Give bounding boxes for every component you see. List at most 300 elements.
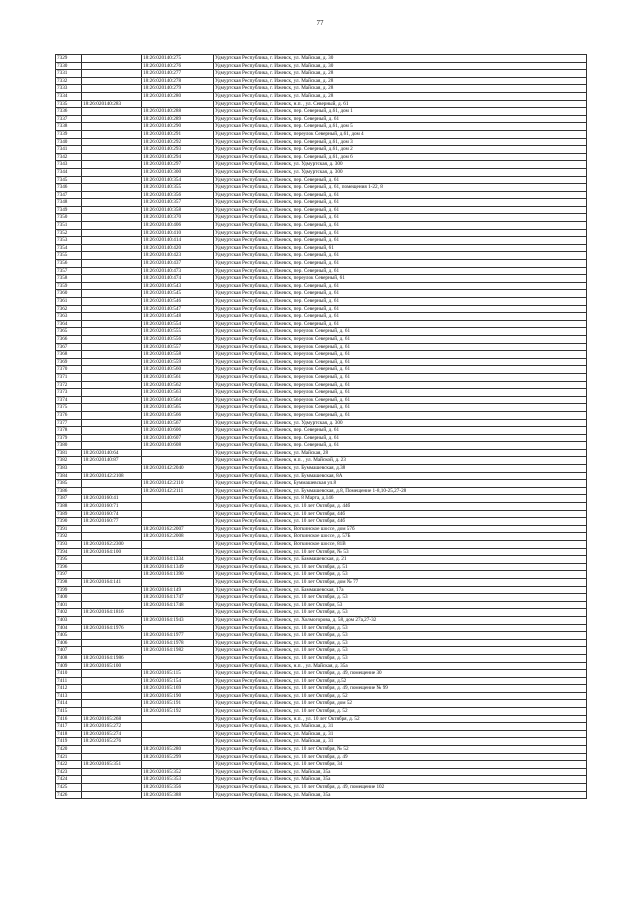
land-cadastral-number-cell — [82, 214, 142, 222]
table-row — [56, 389, 587, 397]
land-cadastral-number-cell — [82, 229, 142, 237]
table-row — [56, 632, 587, 640]
land-cadastral-number-cell: 18:26:020164:141 — [82, 578, 142, 586]
land-cadastral-number-cell — [82, 784, 142, 792]
table-row — [56, 191, 587, 199]
object-cadastral-number-cell — [142, 548, 214, 556]
address-cell: Удмуртская Республика, г. Ижевск, переулок Северный, д. 61 — [214, 404, 587, 412]
land-cadastral-number-cell: 18:26:020140:283 — [82, 100, 142, 108]
land-cadastral-number-cell — [82, 601, 142, 609]
object-cadastral-number-cell: 18:26:020140:562 — [142, 381, 214, 389]
object-cadastral-number-cell — [142, 730, 214, 738]
object-cadastral-number-cell: 18:26:020164:1748 — [142, 601, 214, 609]
land-cadastral-number-cell — [82, 206, 142, 214]
row-number-cell: 7356 — [56, 260, 82, 268]
table-row — [56, 328, 587, 336]
address-cell: Удмуртская Республика, г. Ижевск, ул. Майская, д. 30 — [214, 62, 587, 70]
object-cadastral-number-cell: 18:26:020164:1747 — [142, 594, 214, 602]
address-cell: Удмуртская Республика, г. Ижевск, ул. 10 лет Октября, д. 49, помещение № 99 — [214, 685, 587, 693]
object-cadastral-number-cell: 18:26:020140:606 — [142, 427, 214, 435]
address-cell: Удмуртская Республика, г. Ижевск, пер. Северный, д.61, дом 3 — [214, 138, 587, 146]
land-cadastral-number-cell — [82, 168, 142, 176]
address-cell: Удмуртская Республика, г. Ижевск, пер. Северный, д. 61 — [214, 115, 587, 123]
table-row — [56, 761, 587, 769]
row-number-cell: 7390 — [56, 518, 82, 526]
row-number-cell: 7366 — [56, 335, 82, 343]
land-cadastral-number-cell — [82, 290, 142, 298]
row-number-cell: 7403 — [56, 616, 82, 624]
table-row — [56, 138, 587, 146]
land-cadastral-number-cell — [82, 267, 142, 275]
object-cadastral-number-cell: 18:26:020142:2040 — [142, 465, 214, 473]
land-cadastral-number-cell — [82, 776, 142, 784]
row-number-cell: 7422 — [56, 761, 82, 769]
row-number-cell: 7331 — [56, 70, 82, 78]
object-cadastral-number-cell: 18:26:020140:355 — [142, 184, 214, 192]
table-row — [56, 237, 587, 245]
object-cadastral-number-cell: 18:26:020164:1943 — [142, 616, 214, 624]
object-cadastral-number-cell: 18:26:020140:547 — [142, 305, 214, 313]
address-cell: Удмуртская Республика, г. Ижевск, пер. Северный, д. 61 — [214, 313, 587, 321]
object-cadastral-number-cell — [142, 578, 214, 586]
address-cell: Удмуртская Республика, г. Ижевск, н.п. , ул. Майская, д. 35а — [214, 662, 587, 670]
address-cell: Удмуртская Республика, г. Ижевск, ул. Удмуртская, д. 300 — [214, 168, 587, 176]
land-cadastral-number-cell — [82, 237, 142, 245]
land-cadastral-number-cell: 18:26:020165:274 — [82, 730, 142, 738]
row-number-cell: 7358 — [56, 275, 82, 283]
land-cadastral-number-cell — [82, 692, 142, 700]
row-number-cell: 7376 — [56, 411, 82, 419]
land-cadastral-number-cell — [82, 647, 142, 655]
row-number-cell: 7421 — [56, 753, 82, 761]
object-cadastral-number-cell: 18:26:020140:289 — [142, 115, 214, 123]
row-number-cell: 7382 — [56, 457, 82, 465]
table-row — [56, 601, 587, 609]
row-number-cell: 7334 — [56, 92, 82, 100]
land-cadastral-number-cell — [82, 244, 142, 252]
object-cadastral-number-cell: 18:26:020164:1978 — [142, 639, 214, 647]
row-number-cell: 7415 — [56, 708, 82, 716]
object-cadastral-number-cell: 18:26:020165:352 — [142, 768, 214, 776]
object-cadastral-number-cell: 18:26:020140:558 — [142, 351, 214, 359]
land-cadastral-number-cell: 18:26:020160:41 — [82, 495, 142, 503]
land-cadastral-number-cell — [82, 343, 142, 351]
address-cell: Удмуртская Республика, г. Ижевск, ул. 8 Марта, д.146 — [214, 495, 587, 503]
object-cadastral-number-cell: 18:26:020140:280 — [142, 92, 214, 100]
object-cadastral-number-cell: 18:26:020164:149 — [142, 586, 214, 594]
land-cadastral-number-cell: 18:26:020165:272 — [82, 723, 142, 731]
row-number-cell: 7371 — [56, 373, 82, 381]
address-cell: Удмуртская Республика, г. Ижевск, пер. Северный, д. 61 — [214, 267, 587, 275]
object-cadastral-number-cell: 18:26:020140:356 — [142, 191, 214, 199]
table-row — [56, 222, 587, 230]
row-number-cell: 7398 — [56, 578, 82, 586]
row-number-cell: 7410 — [56, 670, 82, 678]
table-row — [56, 571, 587, 579]
object-cadastral-number-cell: 18:26:020140:420 — [142, 244, 214, 252]
land-cadastral-number-cell — [82, 305, 142, 313]
land-cadastral-number-cell — [82, 411, 142, 419]
row-number-cell: 7379 — [56, 434, 82, 442]
row-number-cell: 7402 — [56, 609, 82, 617]
land-cadastral-number-cell — [82, 130, 142, 138]
address-cell: Удмуртская Республика, г. Ижевск, переулок Северный, д. 61 — [214, 343, 587, 351]
address-cell: Удмуртская Республика, г. Ижевск, переулок Северный, д. 61 — [214, 366, 587, 374]
address-cell: Удмуртская Республика, г. Ижевск, переулок Северный, д. 61 — [214, 335, 587, 343]
table-row — [56, 715, 587, 723]
object-cadastral-number-cell — [142, 723, 214, 731]
address-cell: Удмуртская Республика, г. Ижевск, пер. Северный, д. 61 — [214, 290, 587, 298]
table-row — [56, 609, 587, 617]
address-cell: Удмуртская Республика, г. Ижевск, пер. Северный, д. 61, помещения 1-22, 8 — [214, 184, 587, 192]
object-cadastral-number-cell: 18:26:020140:358 — [142, 206, 214, 214]
row-number-cell: 7381 — [56, 449, 82, 457]
land-cadastral-number-cell — [82, 396, 142, 404]
table-row — [56, 457, 587, 465]
address-cell: Удмуртская Республика, г. Ижевск, переулок Северный, д. 61 — [214, 351, 587, 359]
row-number-cell: 7353 — [56, 237, 82, 245]
object-cadastral-number-cell: 18:26:020140:546 — [142, 298, 214, 306]
row-number-cell: 7365 — [56, 328, 82, 336]
address-cell: Удмуртская Республика, г. Ижевск, переулок Северный, 61 — [214, 275, 587, 283]
address-cell: Удмуртская Республика, г. Ижевск, переулок Северный, д. 61 — [214, 358, 587, 366]
address-cell: Удмуртская Республика, г. Ижевск, ул. Холмогорова, д. 58, дом 27а,27-32 — [214, 616, 587, 624]
land-cadastral-number-cell — [82, 85, 142, 93]
address-cell: Удмуртская Республика, г. Ижевск, пер. Северный, д. 61 — [214, 282, 587, 290]
row-number-cell: 7345 — [56, 176, 82, 184]
object-cadastral-number-cell: 18:26:020140:293 — [142, 146, 214, 154]
row-number-cell: 7375 — [56, 404, 82, 412]
address-cell: Удмуртская Республика, г. Ижевск, пер. Северный, д. 61 — [214, 229, 587, 237]
land-cadastral-number-cell: 18:26:020142:2108 — [82, 472, 142, 480]
land-cadastral-number-cell — [82, 153, 142, 161]
row-number-cell: 7351 — [56, 222, 82, 230]
address-cell: Удмуртская Республика, г. Ижевск, ул. Майская, д. 31 — [214, 738, 587, 746]
row-number-cell: 7343 — [56, 161, 82, 169]
land-cadastral-number-cell — [82, 563, 142, 571]
land-cadastral-number-cell — [82, 616, 142, 624]
object-cadastral-number-cell: 18:26:020140:292 — [142, 138, 214, 146]
table-row — [56, 199, 587, 207]
land-cadastral-number-cell — [82, 161, 142, 169]
land-cadastral-number-cell — [82, 199, 142, 207]
address-cell: Удмуртская Республика, г. Ижевск, пер. Северный, д.61, дом 6 — [214, 153, 587, 161]
row-number-cell: 7386 — [56, 487, 82, 495]
object-cadastral-number-cell: 18:26:020140:548 — [142, 313, 214, 321]
row-number-cell: 7348 — [56, 199, 82, 207]
table-row — [56, 776, 587, 784]
object-cadastral-number-cell: 18:26:020140:294 — [142, 153, 214, 161]
land-cadastral-number-cell — [82, 138, 142, 146]
land-cadastral-number-cell: 18:26:020164:1986 — [82, 654, 142, 662]
address-cell: Удмуртская Республика, г. Ижевск, переулок Северный, д. 61 — [214, 373, 587, 381]
address-cell: Удмуртская Республика, г. Ижевск, ул. Майская, д. 28 — [214, 70, 587, 78]
table-row — [56, 442, 587, 450]
address-cell: Удмуртская Республика, г. Ижевск, ул. Буммашевская, д.38 — [214, 465, 587, 473]
row-number-cell: 7332 — [56, 77, 82, 85]
row-number-cell: 7420 — [56, 746, 82, 754]
land-cadastral-number-cell — [82, 298, 142, 306]
address-cell: Удмуртская Республика, г. Ижевск, н.п. , ул. Майской, д. 23 — [214, 457, 587, 465]
land-cadastral-number-cell — [82, 586, 142, 594]
table-row — [56, 639, 587, 647]
row-number-cell: 7414 — [56, 700, 82, 708]
address-cell: Удмуртская Республика, г. Ижевск, пер. Северный, д.61, дом 5 — [214, 123, 587, 131]
row-number-cell: 7413 — [56, 692, 82, 700]
address-cell: Удмуртская Республика, г. Ижевск, переулок Северный, д. 61 — [214, 381, 587, 389]
row-number-cell: 7374 — [56, 396, 82, 404]
row-number-cell: 7330 — [56, 62, 82, 70]
table-row — [56, 55, 587, 63]
row-number-cell: 7339 — [56, 130, 82, 138]
address-cell: Удмуртская Республика, г. Ижевск, Воткинское шоссе, 81В — [214, 541, 587, 549]
object-cadastral-number-cell: 18:26:020140:278 — [142, 77, 214, 85]
object-cadastral-number-cell: 18:26:020165:191 — [142, 700, 214, 708]
row-number-cell: 7363 — [56, 313, 82, 321]
address-cell: Удмуртская Республика, г. Ижевск, пер. Северный, д. 61 — [214, 442, 587, 450]
table-row — [56, 533, 587, 541]
land-cadastral-number-cell: 18:26:020140:87 — [82, 457, 142, 465]
table-row — [56, 161, 587, 169]
land-cadastral-number-cell — [82, 373, 142, 381]
address-cell: Удмуртская Республика, г. Ижевск, ул. 10 лет Октября, д. 53 — [214, 647, 587, 655]
row-number-cell: 7336 — [56, 108, 82, 116]
address-cell: Удмуртская Республика, г. Ижевск, ул. 10 лет Октября, д. 53 — [214, 594, 587, 602]
object-cadastral-number-cell: 18:26:020140:357 — [142, 199, 214, 207]
land-cadastral-number-cell — [82, 320, 142, 328]
object-cadastral-number-cell: 18:26:020164:1977 — [142, 632, 214, 640]
address-cell: Удмуртская Республика, г. Ижевск, пер. Северный, 61 — [214, 244, 587, 252]
land-cadastral-number-cell — [82, 351, 142, 359]
address-cell: Удмуртская Республика, г. Ижевск, пер. Северный, д. 61 — [214, 427, 587, 435]
row-number-cell: 7333 — [56, 85, 82, 93]
object-cadastral-number-cell: 18:26:020165:280 — [142, 746, 214, 754]
land-cadastral-number-cell: 18:26:020164:1976 — [82, 624, 142, 632]
land-cadastral-number-cell — [82, 70, 142, 78]
table-row — [56, 62, 587, 70]
land-cadastral-number-cell — [82, 55, 142, 63]
table-row — [56, 244, 587, 252]
table-row — [56, 662, 587, 670]
row-number-cell: 7337 — [56, 115, 82, 123]
address-cell: Удмуртская Республика, г. Ижевск, переулок Северный, д. 61 — [214, 328, 587, 336]
object-cadastral-number-cell: 18:26:020165:356 — [142, 784, 214, 792]
address-cell: Удмуртская Республика, г. Ижевск, пер. Северный, д. 61 — [214, 305, 587, 313]
table-row — [56, 784, 587, 792]
address-cell: Удмуртская Республика, г. Ижевск, пер. Северный, д. 61 — [214, 298, 587, 306]
land-cadastral-number-cell: 18:26:020162:2300 — [82, 541, 142, 549]
address-cell: Удмуртская Республика, г. Ижевск, Буммашевская ул.8 — [214, 480, 587, 488]
object-cadastral-number-cell: 18:26:020140:291 — [142, 130, 214, 138]
table-row — [56, 541, 587, 549]
land-cadastral-number-cell — [82, 404, 142, 412]
row-number-cell: 7377 — [56, 419, 82, 427]
table-row — [56, 335, 587, 343]
land-cadastral-number-cell — [82, 77, 142, 85]
row-number-cell: 7344 — [56, 168, 82, 176]
object-cadastral-number-cell: 18:26:020140:414 — [142, 237, 214, 245]
row-number-cell: 7354 — [56, 244, 82, 252]
row-number-cell: 7355 — [56, 252, 82, 260]
table-row — [56, 594, 587, 602]
table-row — [56, 290, 587, 298]
object-cadastral-number-cell: 18:26:020140:561 — [142, 373, 214, 381]
address-cell: Удмуртская Республика, г. Ижевск, пер. Северный, д. 61 — [214, 320, 587, 328]
table-row — [56, 176, 587, 184]
row-number-cell: 7340 — [56, 138, 82, 146]
land-cadastral-number-cell: 18:26:020165:276 — [82, 738, 142, 746]
row-number-cell: 7384 — [56, 472, 82, 480]
address-cell: Удмуртская Республика, г. Ижевск, пер. Северный, д.61, дом 2 — [214, 146, 587, 154]
object-cadastral-number-cell: 18:26:020140:543 — [142, 282, 214, 290]
land-cadastral-number-cell — [82, 685, 142, 693]
address-cell: Удмуртская Республика, г. Ижевск, ул. 10 лет Октября, № 53 — [214, 548, 587, 556]
land-cadastral-number-cell — [82, 670, 142, 678]
row-number-cell: 7368 — [56, 351, 82, 359]
row-number-cell: 7378 — [56, 427, 82, 435]
address-cell: Удмуртская Республика, г. Ижевск, ул. Баммашевская, д. 21 — [214, 556, 587, 564]
address-cell: Удмуртская Республика, г. Ижевск, ул. Майская, д. 31 — [214, 723, 587, 731]
object-cadastral-number-cell: 18:26:020140:279 — [142, 85, 214, 93]
object-cadastral-number-cell — [142, 738, 214, 746]
row-number-cell: 7350 — [56, 214, 82, 222]
land-cadastral-number-cell — [82, 571, 142, 579]
land-cadastral-number-cell — [82, 381, 142, 389]
address-cell: Удмуртская Республика, г. Ижевск, ул. 10 лет Октября, д. 53 — [214, 632, 587, 640]
table-row — [56, 791, 587, 799]
table-row — [56, 168, 587, 176]
land-cadastral-number-cell: 18:26:020165:100 — [82, 662, 142, 670]
object-cadastral-number-cell: 18:26:020165:192 — [142, 708, 214, 716]
table-row — [56, 723, 587, 731]
object-cadastral-number-cell: 18:26:020140:288 — [142, 108, 214, 116]
row-number-cell: 7391 — [56, 525, 82, 533]
table-row — [56, 70, 587, 78]
land-cadastral-number-cell — [82, 556, 142, 564]
land-cadastral-number-cell — [82, 700, 142, 708]
table-row — [56, 260, 587, 268]
object-cadastral-number-cell: 18:26:020164:1982 — [142, 647, 214, 655]
table-row — [56, 373, 587, 381]
object-cadastral-number-cell: 18:26:020140:608 — [142, 442, 214, 450]
land-cadastral-number-cell — [82, 746, 142, 754]
object-cadastral-number-cell: 18:26:020140:410 — [142, 229, 214, 237]
land-cadastral-number-cell — [82, 533, 142, 541]
table-row — [56, 510, 587, 518]
object-cadastral-number-cell: 18:26:020162:2008 — [142, 533, 214, 541]
row-number-cell: 7387 — [56, 495, 82, 503]
land-cadastral-number-cell — [82, 419, 142, 427]
object-cadastral-number-cell: 18:26:020140:607 — [142, 434, 214, 442]
address-cell: Удмуртская Республика, г. Ижевск, ул. Майская, д. 28 — [214, 92, 587, 100]
object-cadastral-number-cell: 18:26:020140:555 — [142, 328, 214, 336]
address-cell: Удмуртская Республика, г. Ижевск, ул. Майская, д. 28 — [214, 85, 587, 93]
land-cadastral-number-cell — [82, 108, 142, 116]
table-row — [56, 214, 587, 222]
table-row — [56, 708, 587, 716]
land-cadastral-number-cell — [82, 791, 142, 799]
address-cell: Удмуртская Республика, г. Ижевск, ул. 10 лет Октября, д.52 — [214, 677, 587, 685]
land-cadastral-number-cell — [82, 768, 142, 776]
object-cadastral-number-cell — [142, 472, 214, 480]
table-row — [56, 677, 587, 685]
row-number-cell: 7372 — [56, 381, 82, 389]
row-number-cell: 7405 — [56, 632, 82, 640]
land-cadastral-number-cell — [82, 123, 142, 131]
row-number-cell: 7412 — [56, 685, 82, 693]
table-row — [56, 480, 587, 488]
row-number-cell: 7396 — [56, 563, 82, 571]
row-number-cell: 7383 — [56, 465, 82, 473]
object-cadastral-number-cell: 18:26:020140:290 — [142, 123, 214, 131]
object-cadastral-number-cell: 18:26:020140:437 — [142, 260, 214, 268]
table-row — [56, 313, 587, 321]
table-row — [56, 92, 587, 100]
land-cadastral-number-cell: 18:26:020140:64 — [82, 449, 142, 457]
object-cadastral-number-cell: 18:26:020162:2007 — [142, 525, 214, 533]
table-row — [56, 115, 587, 123]
land-cadastral-number-cell — [82, 176, 142, 184]
page-number: 77 — [316, 19, 324, 27]
row-number-cell: 7400 — [56, 594, 82, 602]
address-cell: Удмуртская Республика, г. Ижевск, пер. Северный, д. 61 — [214, 260, 587, 268]
address-cell: Удмуртская Республика, г. Ижевск, переулок Северный, д. 61 — [214, 411, 587, 419]
address-cell: Удмуртская Республика, г. Ижевск, ул. 10 лет Октября, д. 53 — [214, 571, 587, 579]
row-number-cell: 7419 — [56, 738, 82, 746]
table-row — [56, 320, 587, 328]
registry-table-body — [56, 55, 587, 799]
row-number-cell: 7338 — [56, 123, 82, 131]
row-number-cell: 7394 — [56, 548, 82, 556]
object-cadastral-number-cell: 18:26:020140:275 — [142, 55, 214, 63]
row-number-cell: 7347 — [56, 191, 82, 199]
address-cell: Удмуртская Республика, г. Ижевск, ул. 10 лет Октября, д. 52 — [214, 708, 587, 716]
address-cell: Удмуртская Республика, г. Ижевск, пер. Северный, д. 61 — [214, 222, 587, 230]
row-number-cell: 7364 — [56, 320, 82, 328]
object-cadastral-number-cell: 18:26:020140:567 — [142, 419, 214, 427]
address-cell: Удмуртская Республика, г. Ижевск, пер. Северный, д. 61 — [214, 237, 587, 245]
table-row — [56, 252, 587, 260]
table-row — [56, 746, 587, 754]
row-number-cell: 7388 — [56, 503, 82, 511]
address-cell: Удмуртская Республика, г. Ижевск, Воткинское шоссе, д. 57Б — [214, 533, 587, 541]
table-row — [56, 267, 587, 275]
land-cadastral-number-cell: 18:26:020164:100 — [82, 548, 142, 556]
table-row — [56, 692, 587, 700]
address-cell: Удмуртская Республика, г. Ижевск, ул. 10 лет Октября, 53 — [214, 601, 587, 609]
registry-table — [55, 54, 587, 799]
land-cadastral-number-cell — [82, 677, 142, 685]
object-cadastral-number-cell: 18:26:020140:564 — [142, 396, 214, 404]
row-number-cell: 7341 — [56, 146, 82, 154]
land-cadastral-number-cell — [82, 191, 142, 199]
object-cadastral-number-cell: 18:26:020140:370 — [142, 214, 214, 222]
table-row — [56, 419, 587, 427]
address-cell: Удмуртская Республика, г. Ижевск, пер. Северный, д. 61 — [214, 214, 587, 222]
table-row — [56, 624, 587, 632]
row-number-cell: 7349 — [56, 206, 82, 214]
address-cell: Удмуртская Республика, г. Ижевск, ул. Майская, 35а — [214, 791, 587, 799]
table-row — [56, 548, 587, 556]
land-cadastral-number-cell — [82, 358, 142, 366]
row-number-cell: 7393 — [56, 541, 82, 549]
table-row — [56, 518, 587, 526]
row-number-cell: 7342 — [56, 153, 82, 161]
address-cell: Удмуртская Республика, г. Ижевск, ул. 10 лет Октября, д. 49 — [214, 753, 587, 761]
row-number-cell: 7409 — [56, 662, 82, 670]
object-cadastral-number-cell — [142, 449, 214, 457]
object-cadastral-number-cell: 18:26:020140:473 — [142, 267, 214, 275]
